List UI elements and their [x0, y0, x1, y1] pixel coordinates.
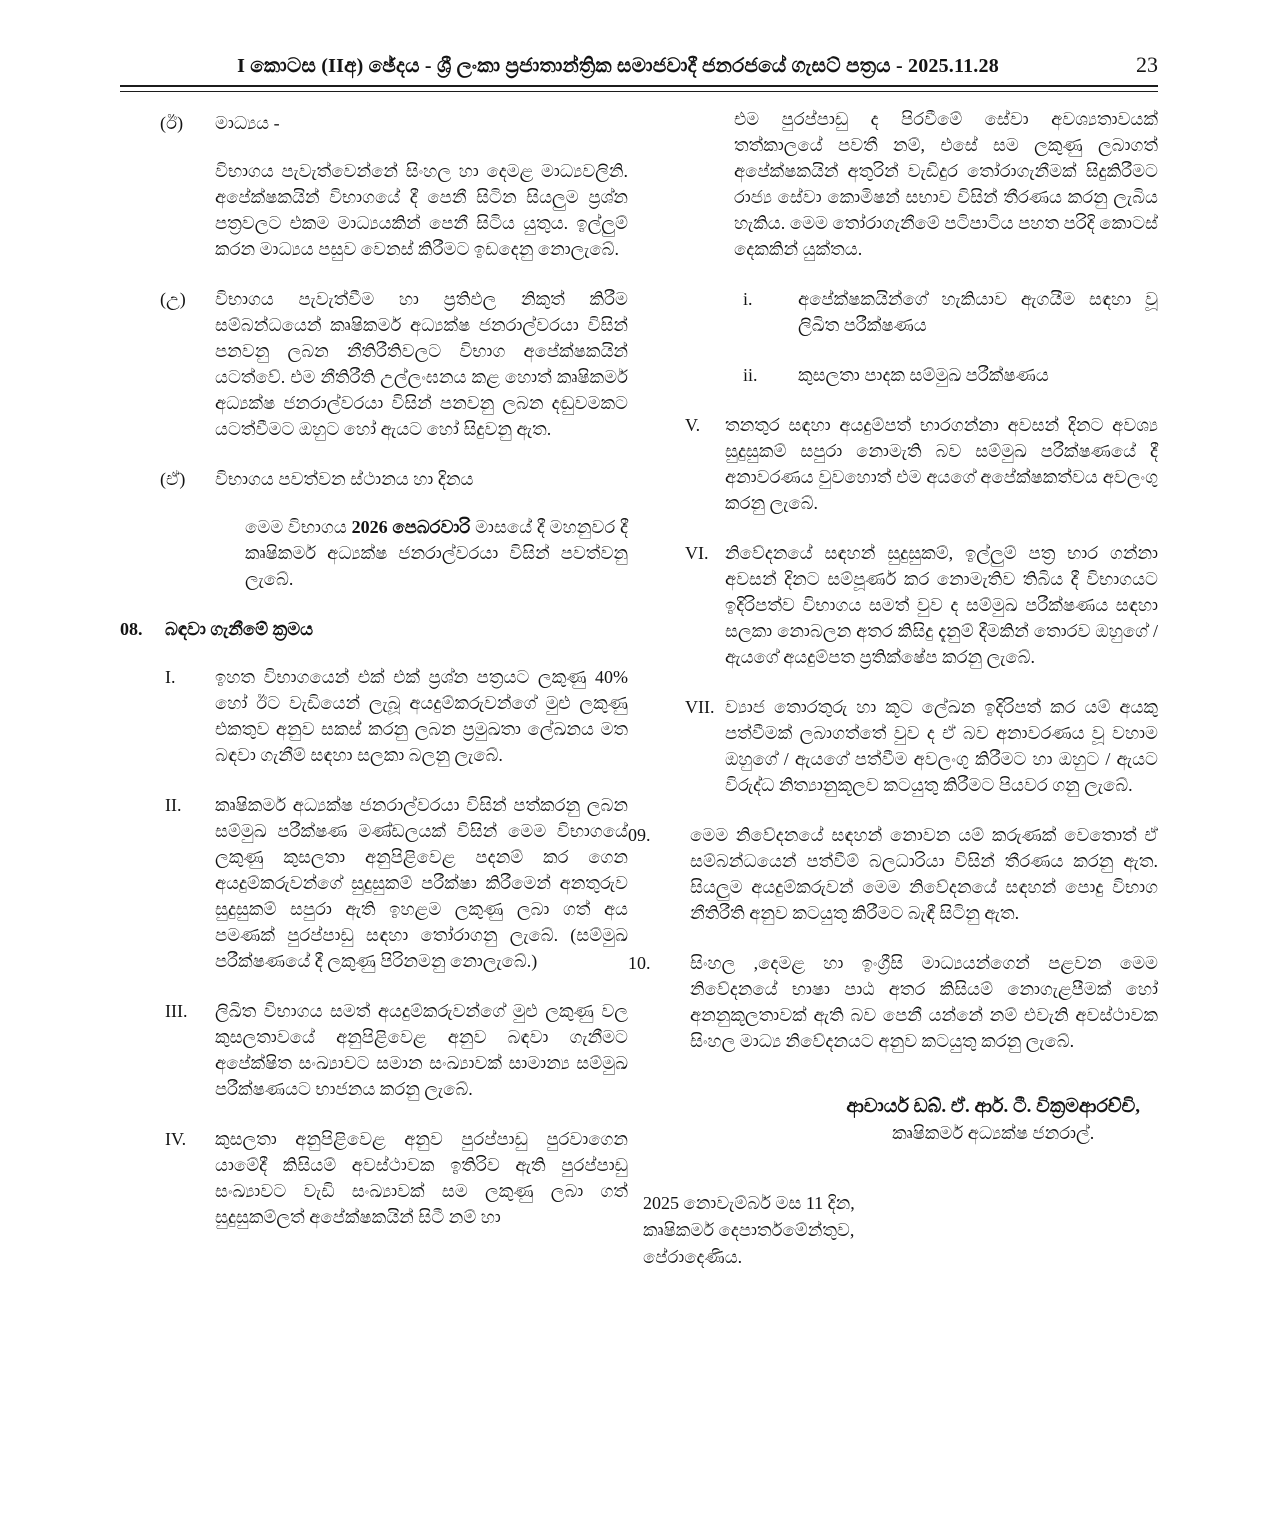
venue-date-bold: 2026 පෙබරවාරි	[351, 517, 471, 537]
item-marker: V.	[685, 415, 701, 435]
item-marker: i.	[743, 289, 753, 309]
venue-paragraph	[245, 514, 628, 592]
item-body: ව්‍යාජ තොරතුරු හා කූට ලේඛන ඉදිරිපත් කර යම් අයකු පත්වීමක් ලබාගත්තේ වුව ද ඒ බව අනාවරණය වූ වහාම ඔහුගේ / ඇයගේ පත්වීම අවලංගු කිරීමට හා ඔහුට / ඇයට විරුද්ධ නිත්‍යානුකූලව කටයුතු කිරීමට පියවර ගනු ලැබේ.	[725, 697, 1158, 795]
item-body: කෘෂිකර්ම අධ්‍යක්ෂ ජනරාල්වරයා විසින් පත්කරනු ලබන සම්මුඛ පරීක්ෂණ මණ්ඩලයක් විසින් මෙම විභාගයේ ලකුණු කුසලතා අනුපිළිවෙළ පදනම් කර ගෙන අයදුම්කරුවන්ගේ සුදුසුකම් පරීක්ෂා කිරීමෙන් අනතුරුව සුදුසුකම් සපුරා ඇති ඉහළම ලකුණු ලබා ගත් අය පමණක් පුරප්පාඩු සඳහා තෝරාගනු ලැබේ. (සම්මුඛ පරීක්ෂණයේ දී ලකුණු පිරිනමනු නොලැබේ.)	[215, 795, 628, 971]
lettered-item-rules	[120, 286, 628, 442]
numbered-item-09	[628, 822, 1158, 926]
sub-item-i	[628, 286, 1158, 338]
roman-item-2	[120, 792, 628, 974]
section-08-heading	[120, 616, 628, 642]
item-title: මාධ්‍යය -	[215, 113, 280, 133]
item-marker: (ඊ)	[160, 113, 184, 133]
continuation-paragraph: එම පුරප්පාඩු ද පිරවීමේ සේවා අවශ්‍යතාවයක් තත්කාලයේ පවතී නම්, එසේ සම ලකුණු ලබාගත් අපේක්ෂකයින් අතුරින් වැඩිදුර තෝරාගැනීමක් සිදුකිරීමට රාජ්‍ය සේවා කොමිෂන් සභාව විසින් තීරණය කරනු ලැබිය හැකිය. මෙම තෝරාගැනීමේ පටිපාටිය පහත පරිදි කොටස් දෙකකින් යුක්තය.	[734, 109, 1158, 259]
item-marker: I.	[165, 667, 176, 687]
dateline-department: කෘෂිකර්ම දෙපාර්තමේන්තුව,	[643, 1220, 855, 1240]
gazette-header-title: I කොටස (IIඅ) ඡේදය - ශ්‍රී ලංකා ප්‍රජාතාන්ත්‍රික සමාජවාදී ජනරජයේ ගැසට් පත්‍රය - 2025.11.28	[237, 55, 999, 77]
venue-text-before: මෙම විභාගය	[245, 517, 352, 537]
roman-item-6	[628, 540, 1158, 670]
sub-item-ii	[628, 362, 1158, 388]
item-marker: 10.	[628, 953, 651, 973]
signatory-title: කෘෂිකර්ම අධ්‍යක්ෂ ජනරාල්.	[892, 1123, 1095, 1143]
item-marker: II.	[165, 795, 182, 815]
item-body: සිංහල ,දෙමළ හා ඉංග්‍රීසි මාධ්‍යයන්ගෙන් පළවන මෙම නිවේදනයේ භාෂා පාඨ අතර කිසියම් නොගැළපීමක් හෝ අනනුකූලතාවක් ඇති බව පෙනී යන්නේ නම් එවැනි අවස්ථාවක සිංහල මාධ්‍ය නිවේදනයට අනුව කටයුතු කරනු ලැබේ.	[690, 953, 1158, 1051]
item-marker: VI.	[685, 543, 709, 563]
roman-item-3	[120, 998, 628, 1102]
dateline-place: පේරාදෙණිය.	[643, 1247, 743, 1267]
item-body: මෙම නිවේදනයේ සඳහන් නොවන යම් කරුණක් වෙතොත් ඒ සම්බන්ධයෙන් පත්වීම් බලධාරියා විසින් තීරණය කරනු ඇත. සියලුම අයදුම්කරුවන් මෙම නිවේදනයේ සඳහන් පොදු විභාග නීතිරීති අනුව කටයුතු කිරීමට බැඳී සිටිනු ඇත.	[690, 825, 1158, 923]
signatory-name: ආචාර්ය ඩබ්. ඒ. ආර්. ටී. වික්‍රමආරච්චි,	[846, 1096, 1140, 1117]
item-body: නිවේදනයේ සඳහන් සුදුසුකම්, ඉල්ලුම් පත්‍ර භාර ගන්නා අවසන් දිනට සම්පූර්ණ කර නොමැතිව තිබිය දී විභාගයට ඉදිරිපත්ව විභාගය සමත් වුව ද සම්මුඛ පරීක්ෂණය සඳහා සලකා නොබලන අතර කිසිදු දැනුම් දීමකින් තොරව ඔහුගේ / ඇයගේ අයදුම්පත ප්‍රතික්ෂේප කරනු ලැබේ.	[725, 543, 1158, 667]
item-body: කුසලතා අනුපිළිවෙළ අනුව පුරප්පාඩු පුරවාගෙන යාමේදී කිසියම් අවස්ථාවක ඉතිරිව ඇති පුරප්පාඩු සංඛ්‍යාවට වැඩි සංඛ්‍යාවක් සම ලකුණු ලබා ගත් සුදුසුකම්ලත් අපේක්ෂකයින් සිටී නම් හා	[215, 1129, 628, 1227]
item-marker: ii.	[743, 365, 758, 385]
section-title: බඳවා ගැනීමේ ක්‍රමය	[165, 619, 314, 639]
item-marker: (උ)	[160, 289, 186, 309]
lettered-item-venue	[120, 466, 628, 492]
item-title: විභාගය පවත්වන ස්ථානය හා දිනය	[215, 469, 474, 489]
item-marker: (ඒ)	[160, 469, 186, 489]
right-column	[628, 106, 1158, 1271]
page-number: 23	[1136, 52, 1158, 77]
medium-paragraph: විභාගය පැවැත්වෙන්නේ සිංහල හා දෙමළ මාධ්‍යවලිනි. අපේක්ෂකයින් විභාගයේ දී පෙනී සිටින සියලුම ප්‍රශ්න පත්‍රවලට එකම මාධ්‍යයකින් පෙනී සිටිය යුතුය. ඉල්ලුම් කරන මාධ්‍යය පසුව වෙනස් කිරීමට ඉඩදෙනු නොලැබේ.	[215, 161, 628, 259]
item-marker: III.	[165, 1001, 188, 1021]
item-body: තනතුර සඳහා අයදුම්පත් භාරගන්නා අවසන් දිනට අවශ්‍ය සුදුසුකම් සපුරා නොමැති බව සම්මුඛ පරීක්ෂණයේ දී අනාවරණය වුවහොත් එම අයගේ අපේක්ෂකත්වය අවලංගු කරනු ලැබේ.	[725, 415, 1158, 513]
item-marker: 09.	[628, 825, 651, 845]
dateline-date: 2025 නොවැම්බර් මස 11 දින,	[643, 1193, 855, 1213]
dateline-block	[643, 1190, 1158, 1271]
venue-text-after: මාසයේ දී මහනුවර දී කෘෂිකර්ම අධ්‍යක්ෂ ජනරාල්වරයා විසින් පවත්වනු ලැබේ.	[245, 517, 629, 589]
two-column-body	[120, 106, 1158, 1271]
item-body: අපේක්ෂකයින්ගේ හැකියාව ඇගයීම සඳහා වූ ලිඛිත පරීක්ෂණය	[798, 289, 1158, 335]
signature-block	[628, 1094, 1158, 1146]
section-number: 08.	[120, 619, 143, 639]
roman-item-7	[628, 694, 1158, 798]
item-body: ලිඛිත විභාගය සමත් අයදුම්කරුවන්ගේ මුළු ලකුණු වල කුසලතාවයේ අනුපිළිවෙළ අනුව බඳවා ගැනීමට අපේක්ෂිත සංඛ්‍යාවට සමාන සංඛ්‍යාවක් සාමාන්‍ය සම්මුඛ පරීක්ෂණයට භාජනය කරනු ලැබේ.	[215, 1001, 628, 1099]
header-divider-rule	[120, 85, 1158, 92]
numbered-item-10	[628, 950, 1158, 1054]
item-body: ඉහත විභාගයෙන් එක් එක් ප්‍රශ්න පත්‍රයට ලකුණු 40% හෝ ඊට වැඩියෙන් ලැබූ අයදුම්කරුවන්ගේ මුළු ලකුණු එකතුව අනුව සකස් කරනු ලබන ප්‍රමුඛතා ලේඛනය මත බඳවා ගැනීම් සඳහා සලකා බලනු ලැබේ.	[215, 667, 628, 765]
item-marker: VII.	[685, 697, 715, 717]
roman-item-4	[120, 1126, 628, 1230]
roman-item-1	[120, 664, 628, 768]
page-header	[120, 52, 1158, 78]
lettered-item-medium	[120, 110, 628, 136]
item-body: කුසලතා පාදක සම්මුඛ පරීක්ෂණය	[798, 365, 1049, 385]
signature-inner	[846, 1094, 1140, 1146]
item-body: විභාගය පැවැත්වීම හා ප්‍රතිඵල නිකුත් කිරීම සම්බන්ධයෙන් කෘෂිකර්ම අධ්‍යක්ෂ ජනරාල්වරයා විසින් පනවනු ලබන නීතිරීතිවලට විභාග අපේක්ෂකයින් යටත්වේ. එම නීතිරීති උල්ලංඝනය කළ හොත් කෘෂිකර්ම අධ්‍යක්ෂ ජනරාල්වරයා විසින් පනවනු ලබන දඬුවමකට යටත්වීමට ඔහුට හෝ ඇයට හෝ සිදුවනු ඇත.	[215, 289, 628, 439]
left-column	[120, 106, 628, 1271]
roman-item-5	[628, 412, 1158, 516]
item-marker: IV.	[165, 1129, 187, 1149]
